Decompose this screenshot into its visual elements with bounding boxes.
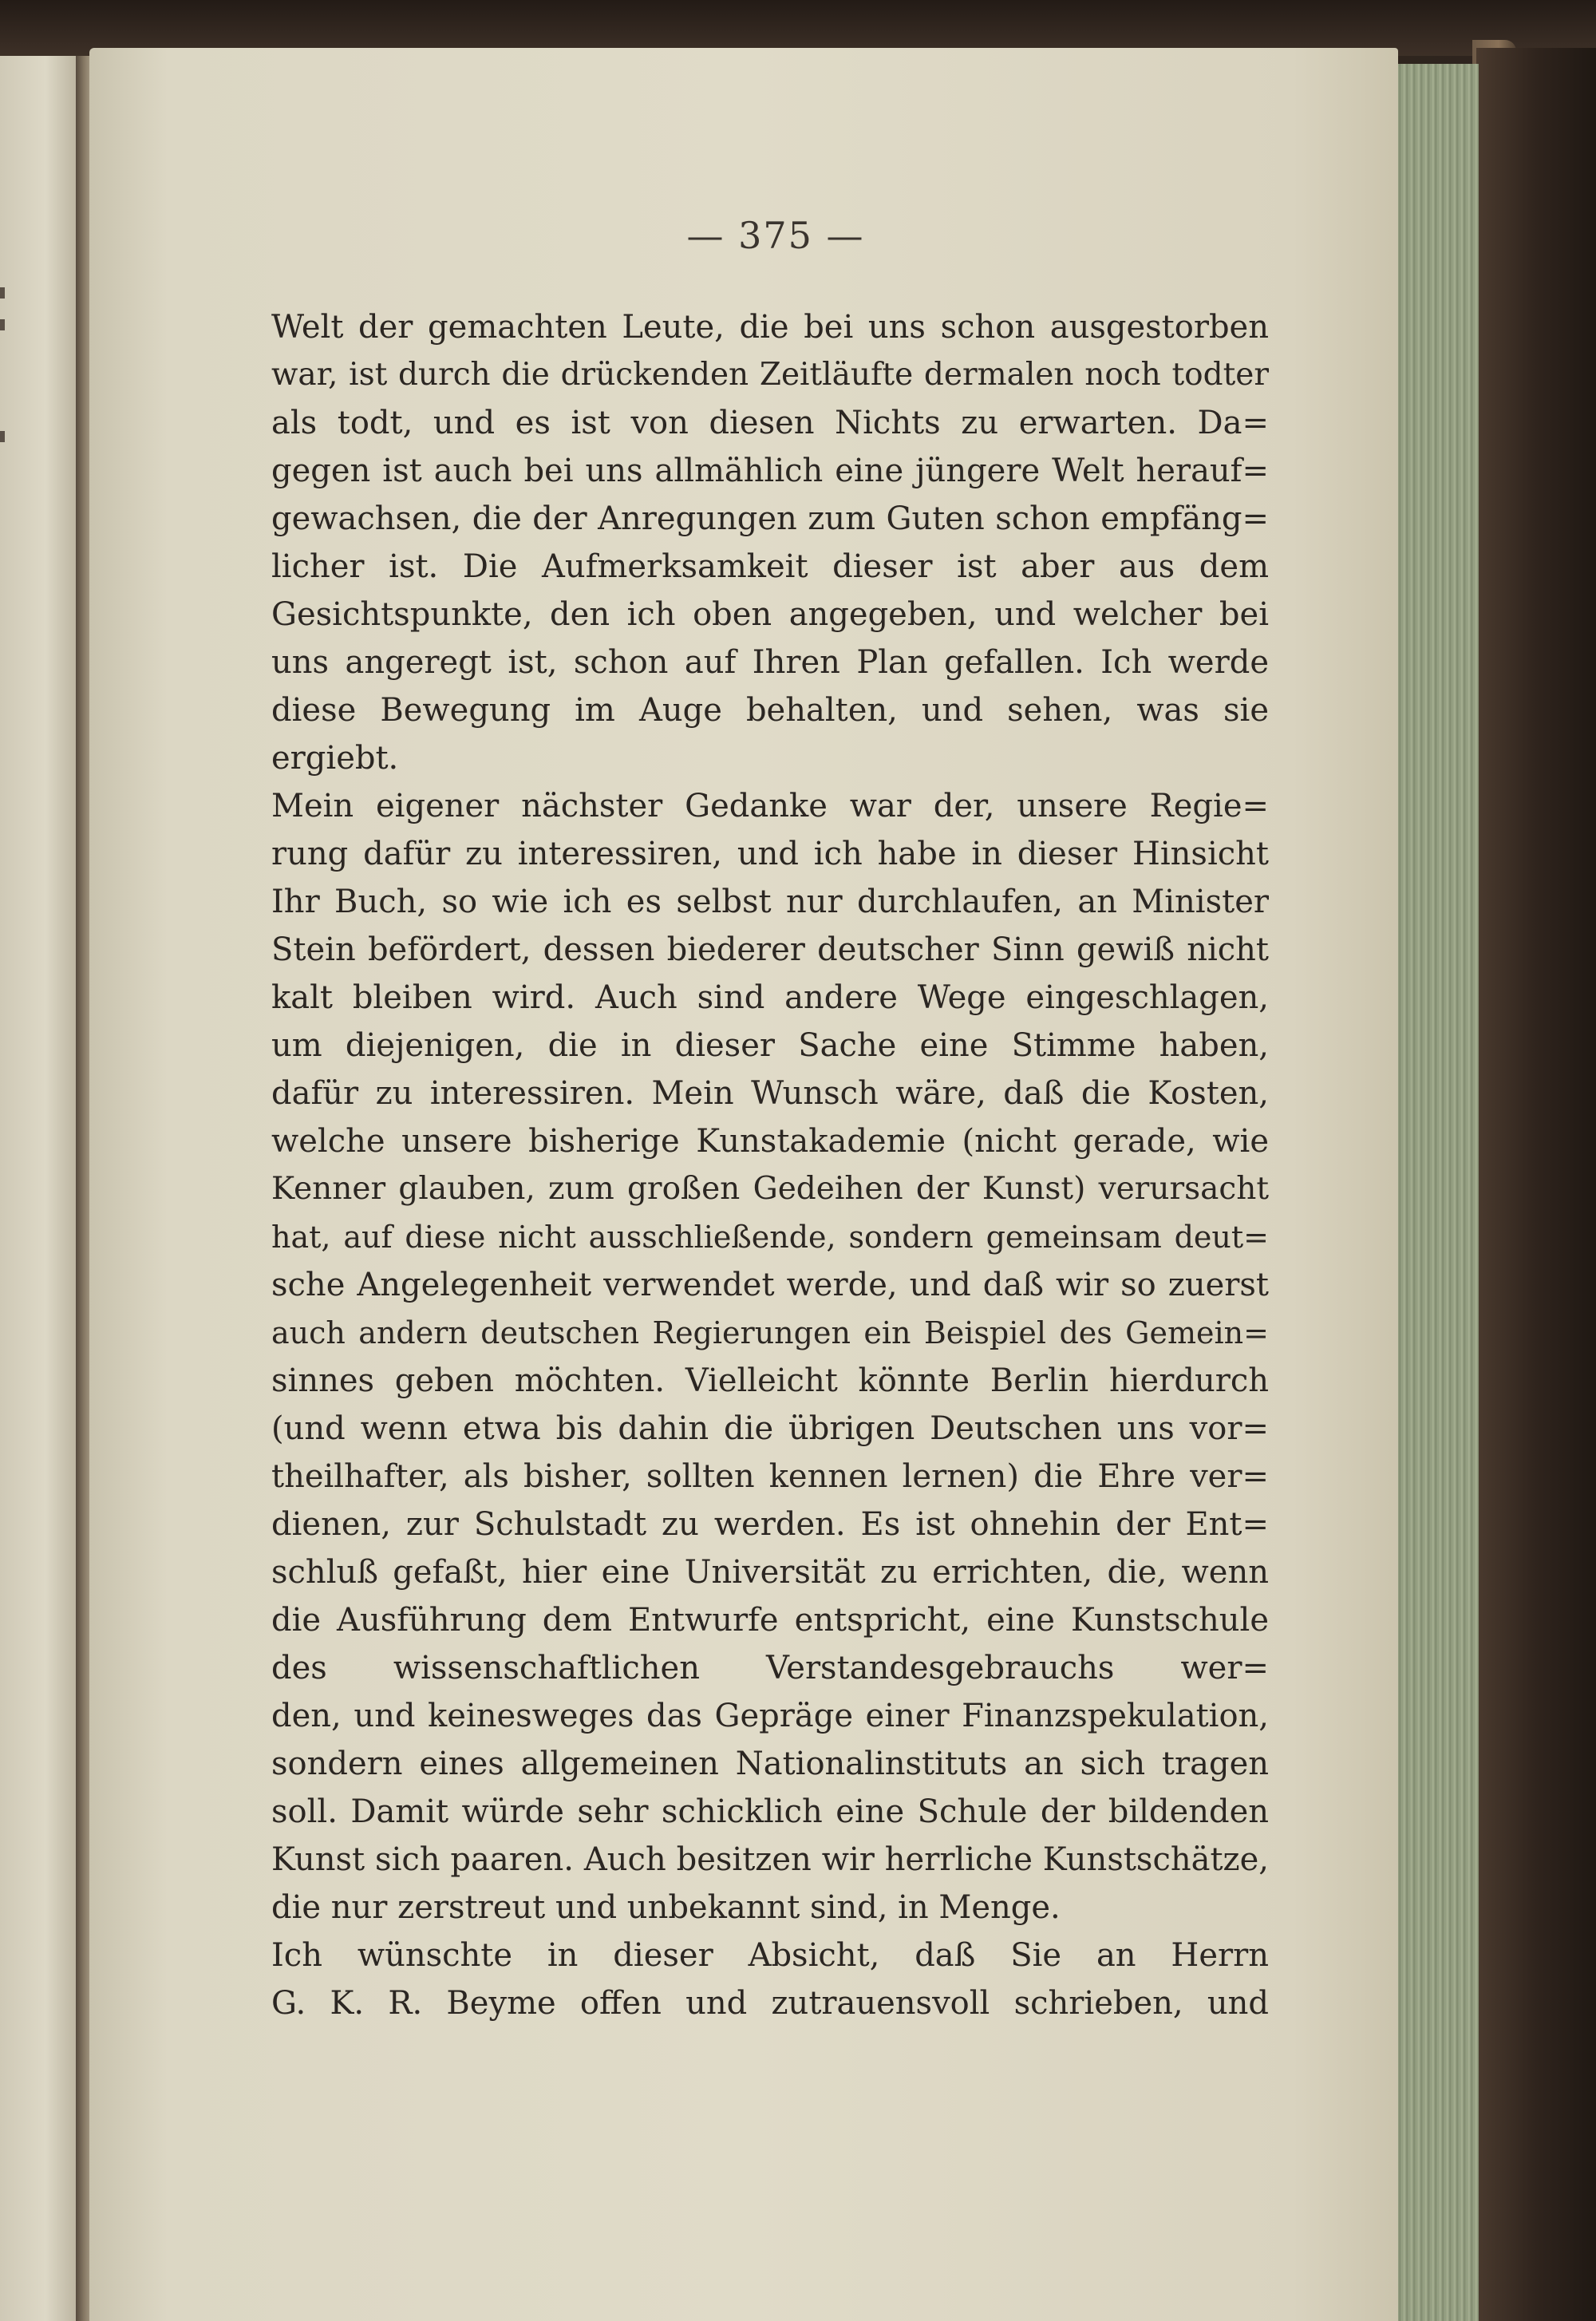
text-line: Gesichtspunkte, den ich oben angegeben, und welcher bei [271, 596, 1269, 633]
text-line: soll. Damit würde sehr schicklich eine Schule der bildenden [271, 1793, 1269, 1830]
text-line: sche Angelegenheit verwendet werde, und daß wir so zuerst [271, 1267, 1269, 1303]
text-line: (und wenn etwa bis dahin die übrigen Deutschen uns vor= [271, 1410, 1269, 1447]
text-line: welche unsere bisherige Kunstakademie (nicht gerade, wie [271, 1123, 1269, 1160]
text-line: als todt, und es ist von diesen Nichts zu erwarten. Da= [271, 405, 1269, 441]
text-line: ergiebt. [271, 740, 399, 777]
book-page [89, 48, 1398, 2321]
text-line: des wissenschaftlichen Verstandesgebrauchs wer= [271, 1650, 1269, 1686]
text-line: hat, auf diese nicht ausschließende, sondern gemeinsam deut= [271, 1220, 1269, 1255]
left-page-edge [0, 56, 81, 2321]
text-line: schluß gefaßt, hier eine Universität zu errichten, die, wenn [271, 1554, 1269, 1591]
background-shadow [1476, 48, 1596, 2321]
text-line: theilhafter, als bisher, sollten kennen lernen) die Ehre ver= [271, 1458, 1269, 1495]
text-line: dafür zu interessiren. Mein Wunsch wäre, daß die Kosten, [271, 1075, 1269, 1112]
left-page-mark [0, 287, 5, 299]
text-line: die nur zerstreut und unbekannt sind, in Menge. [271, 1889, 1061, 1926]
left-page-mark [0, 431, 5, 442]
text-line: Kenner glauben, zum großen Gedeihen der Kunst) verursacht [271, 1171, 1269, 1207]
text-line: Stein befördert, dessen biederer deutscher Sinn gewiß nicht [271, 931, 1269, 968]
text-line: licher ist. Die Aufmerksamkeit dieser ist aber aus dem [271, 548, 1269, 585]
text-line: uns angeregt ist, schon auf Ihren Plan gefallen. Ich werde [271, 644, 1269, 681]
text-line: G. K. R. Beyme offen und zutrauensvoll schrieben, und [271, 1985, 1269, 2022]
page-fore-edge [1393, 64, 1479, 2321]
text-line: sondern eines allgemeinen Nationalinstituts an sich tragen [271, 1746, 1269, 1782]
text-line: sinnes geben möchten. Vielleicht könnte Berlin hierdurch [271, 1362, 1269, 1399]
page-number: — 375 — [686, 214, 865, 257]
text-line: die Ausführung dem Entwurfe entspricht, eine Kunstschule [271, 1602, 1269, 1639]
text-line: Mein eigener nächster Gedanke war der, unsere Regie= [271, 788, 1269, 824]
text-line: um diejenigen, die in dieser Sache eine Stimme haben, [271, 1027, 1269, 1064]
text-line: Kunst sich paaren. Auch besitzen wir herrliche Kunstschätze, [271, 1841, 1269, 1878]
text-line: kalt bleiben wird. Auch sind andere Wege eingeschlagen, [271, 979, 1269, 1016]
left-page-mark [0, 319, 5, 330]
text-line: dienen, zur Schulstadt zu werden. Es ist ohnehin der Ent= [271, 1506, 1269, 1543]
text-line: gegen ist auch bei uns allmählich eine jüngere Welt herauf= [271, 453, 1269, 489]
text-line: diese Bewegung im Auge behalten, und sehen, was sie [271, 692, 1269, 729]
text-line: Ich wünschte in dieser Absicht, daß Sie an Herrn [271, 1937, 1269, 1974]
text-line: den, und keinesweges das Gepräge einer Finanzspekulation, [271, 1698, 1269, 1734]
text-line: rung dafür zu interessiren, und ich habe in dieser Hinsicht [271, 836, 1269, 872]
text-line: gewachsen, die der Anregungen zum Guten schon empfäng= [271, 500, 1269, 537]
text-line: war, ist durch die drückenden Zeitläufte dermalen noch todter [271, 357, 1269, 393]
text-line: auch andern deutschen Regierungen ein Beispiel des Gemein= [271, 1315, 1269, 1350]
text-line: Welt der gemachten Leute, die bei uns schon ausgestorben [271, 309, 1269, 346]
text-line: Ihr Buch, so wie ich es selbst nur durchlaufen, an Minister [271, 884, 1269, 920]
